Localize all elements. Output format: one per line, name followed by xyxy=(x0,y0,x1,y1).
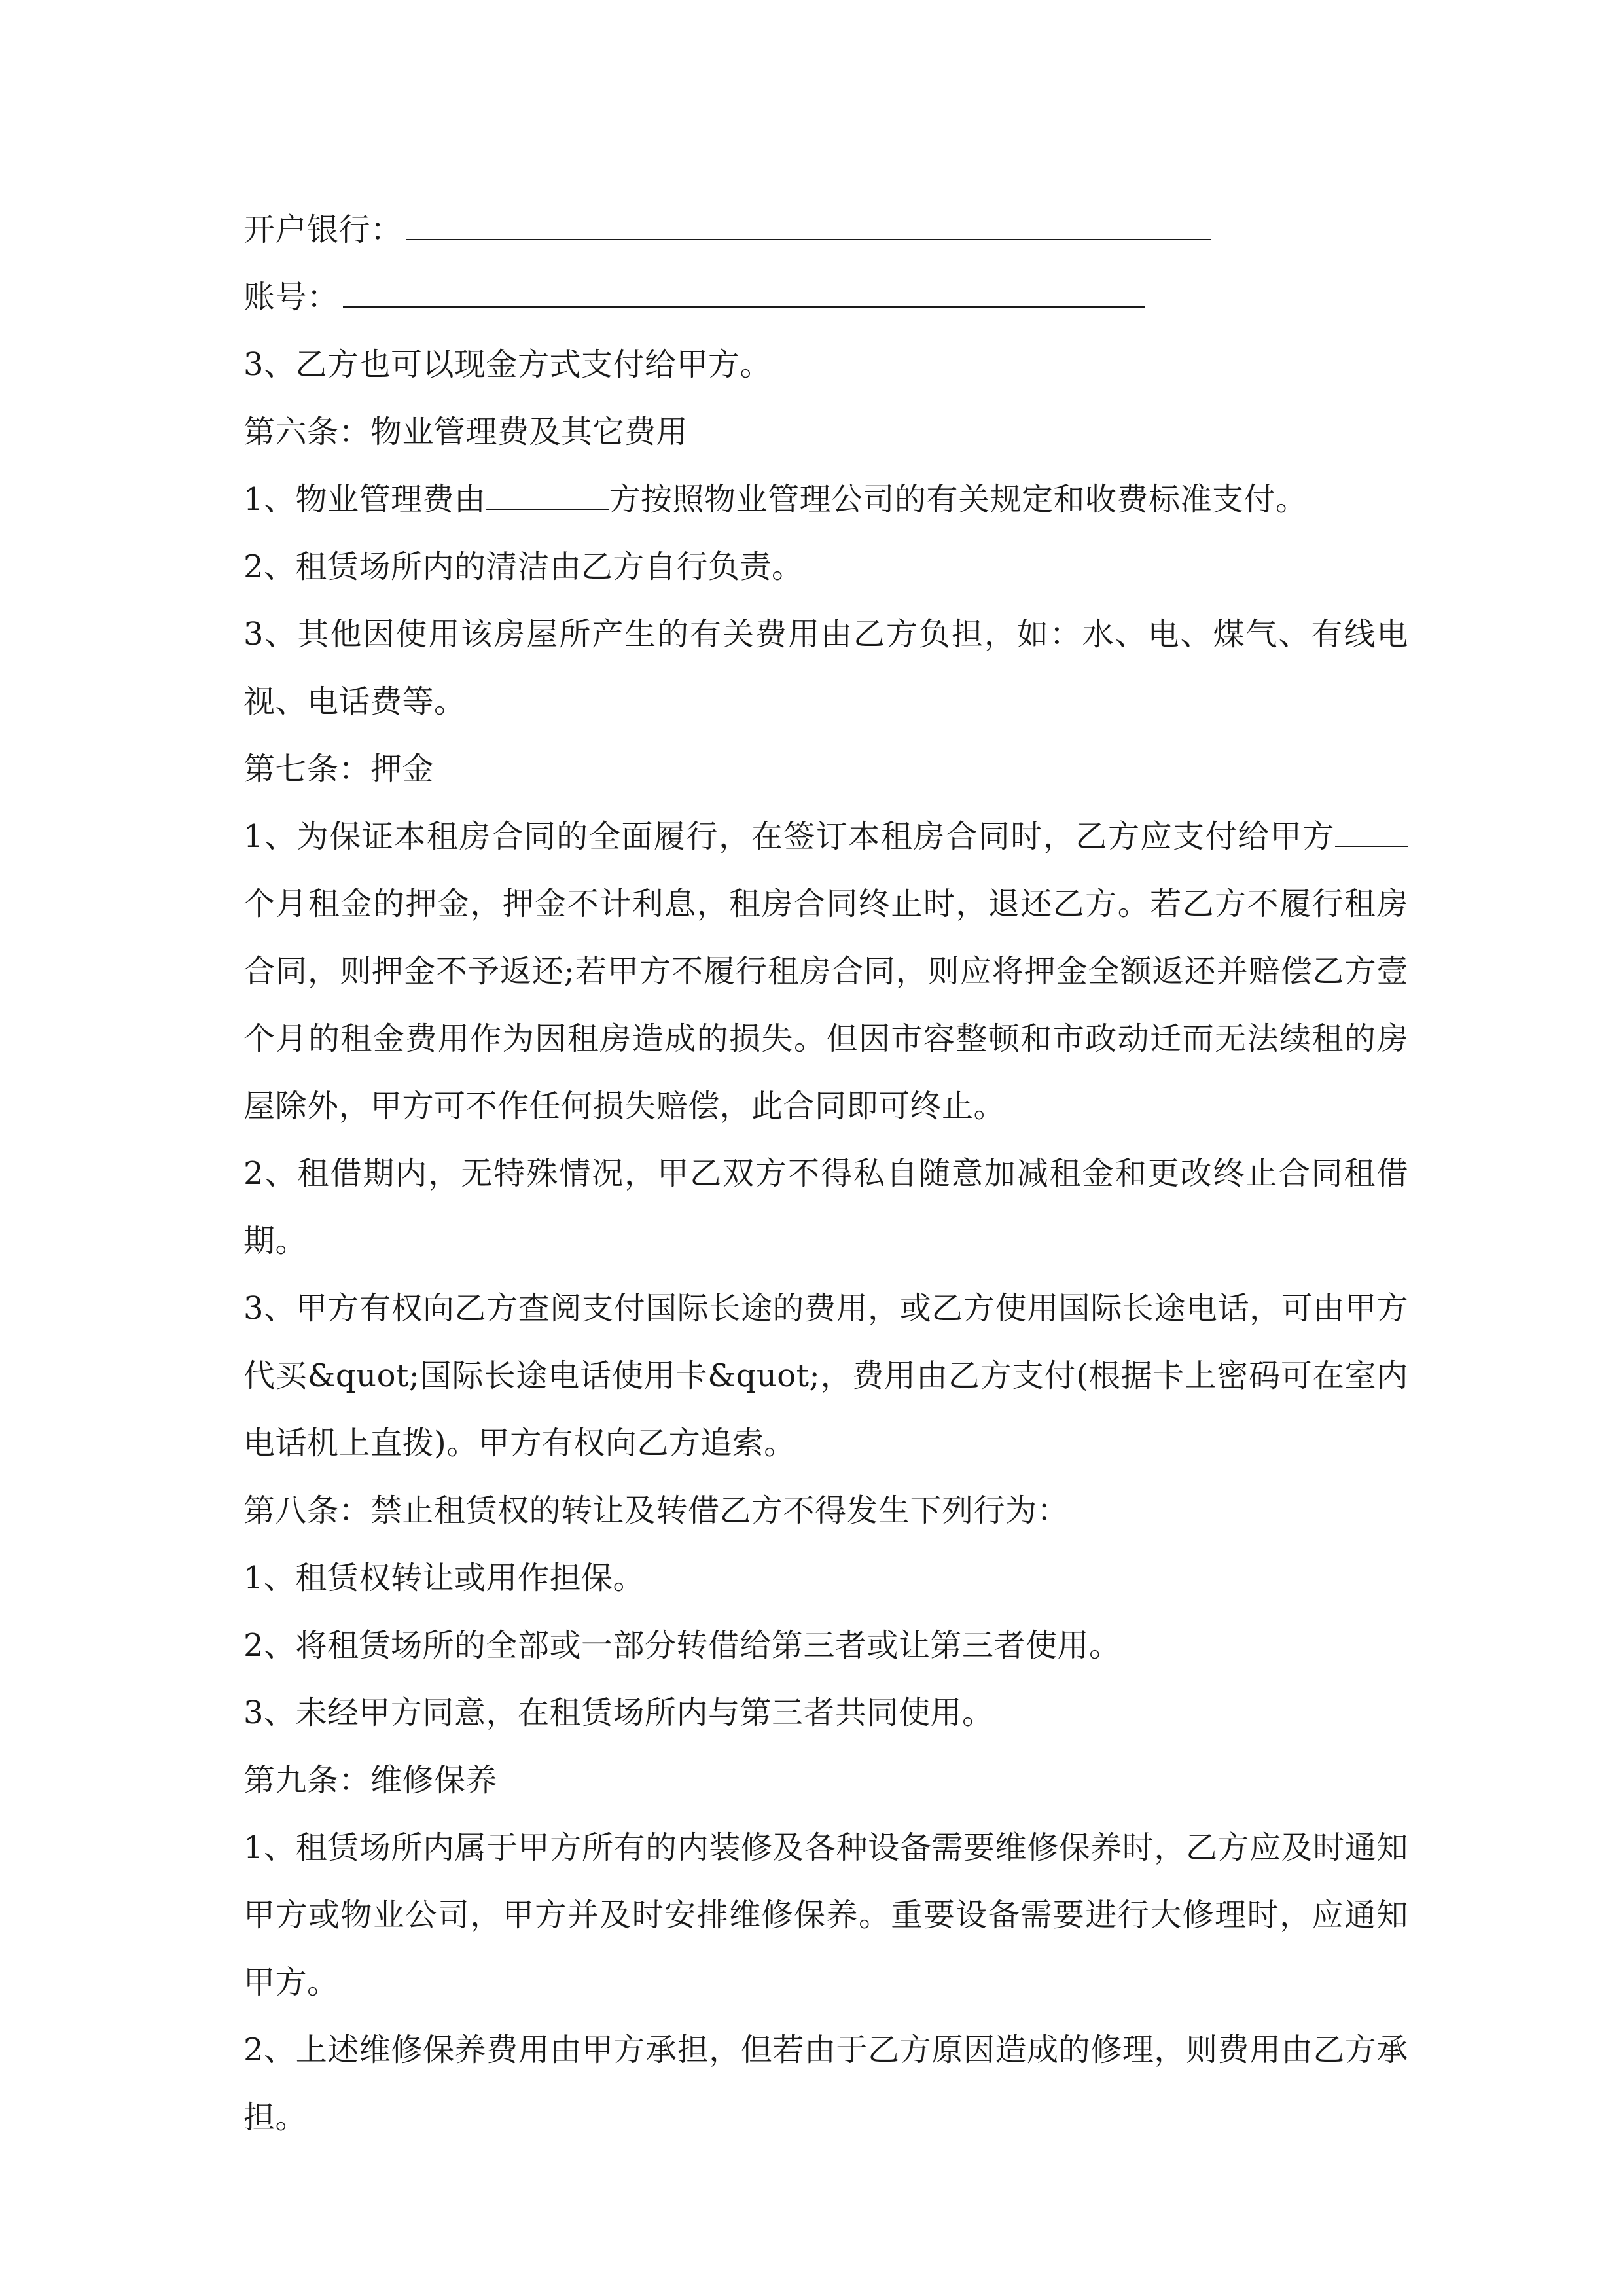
deposit-clause-3: 3、甲方有权向乙方查阅支付国际长途的费用，或乙方使用国际长途电话，可由甲方代买&quot;国际长途电话使用卡&quot;，费用由乙方支付(根据卡上密码可在室内电话机上直拨)。甲方有权向乙方追索。 xyxy=(243,1290,1408,1462)
deposit-clause-1-post: 个月租金的押金，押金不计利息，租房合同终止时，退还乙方。若乙方不履行租房合同，则押金不予返还;若甲方不履行租房合同，则应将押金全额返还并赔偿乙方壹个月的租金费用作为因租房造成的损失。但因市容整顿和市政动迁而无法续租的房屋除外，甲方可不作任何损失赔偿，此合同即可终止。 xyxy=(243,886,1408,1124)
article-8-title: 第八条：禁止租赁权的转让及转借乙方不得发生下列行为： xyxy=(243,1492,1069,1529)
account-label: 账号： xyxy=(243,279,339,315)
cash-payment-clause: 3、乙方也可以现金方式支付给甲方。 xyxy=(243,346,772,383)
account-row xyxy=(243,264,1408,331)
fee-party-blank xyxy=(486,480,609,510)
bank-blank xyxy=(406,210,1211,240)
fee-clause-3: 3、其他因使用该房屋所产生的有关费用由乙方负担，如：水、电、煤气、有线电视、电话费等。 xyxy=(243,616,1408,720)
bank-label: 开户银行： xyxy=(243,211,402,248)
repair-clause-2: 2、上述维修保养费用由甲方承担，但若由于乙方原因造成的修理，则费用由乙方承担。 xyxy=(243,2032,1408,2136)
account-blank xyxy=(343,278,1145,308)
document-body xyxy=(243,196,1408,2151)
deposit-clause-1 xyxy=(243,803,1408,1140)
ban-clause-1: 1、租赁权转让或用作担保。 xyxy=(243,1560,645,1596)
article-9-title: 第九条：维修保养 xyxy=(243,1762,498,1799)
repair-clause-1: 1、租赁场所内属于甲方所有的内装修及各种设备需要维修保养时，乙方应及时通知甲方或物业公司，甲方并及时安排维修保养。重要设备需要进行大修理时，应通知甲方。 xyxy=(243,1829,1408,2001)
ban-clause-2: 2、将租赁场所的全部或一部分转借给第三者或让第三者使用。 xyxy=(243,1627,1121,1664)
deposit-clause-1-pre: 1、为保证本租房合同的全面履行，在签订本租房合同时，乙方应支付给甲方 xyxy=(243,818,1335,855)
deposit-months-blank xyxy=(1335,817,1408,847)
fee-clause-2: 2、租赁场所内的清洁由乙方自行负责。 xyxy=(243,548,804,585)
deposit-clause-2: 2、租借期内，无特殊情况，甲乙双方不得私自随意加减租金和更改终止合同租借期。 xyxy=(243,1155,1408,1259)
fee-clause-1 xyxy=(243,466,1408,533)
article-7-title: 第七条：押金 xyxy=(243,751,435,787)
article-6-title: 第六条：物业管理费及其它费用 xyxy=(243,414,688,450)
bank-row xyxy=(243,196,1408,264)
ban-clause-3: 3、未经甲方同意，在租赁场所内与第三者共同使用。 xyxy=(243,1695,994,1731)
fee-clause-1-pre: 1、物业管理费由 xyxy=(243,481,486,518)
fee-clause-1-post: 方按照物业管理公司的有关规定和收费标准支付。 xyxy=(609,481,1308,518)
